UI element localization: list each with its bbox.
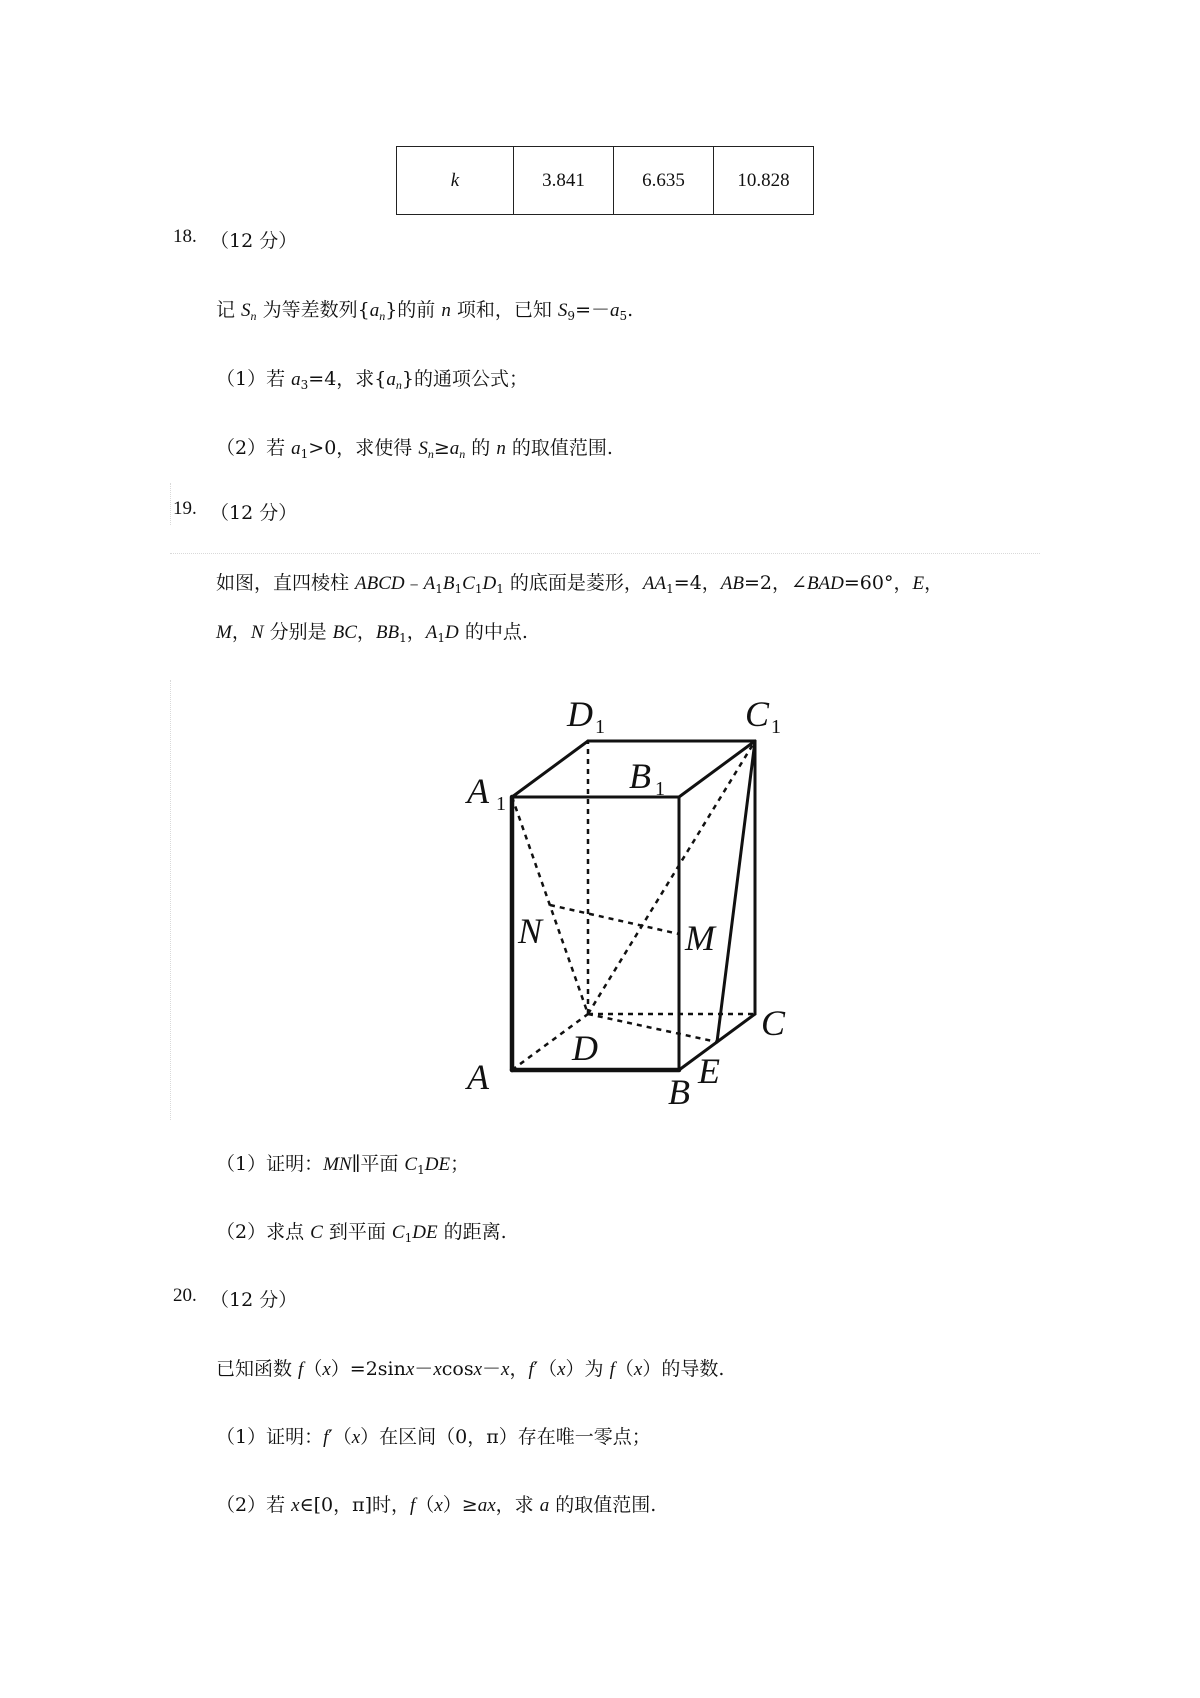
q20-stem: 已知函数 f（x）=2sinx－xcosx－x，f′（x）为 f（x）的导数. — [216, 1358, 725, 1380]
edge-A1-D1 — [512, 741, 588, 797]
margin-dotted-mark — [170, 680, 171, 1120]
q18-part2: （2）若 $a_1>0$，求使得 $S_n\ge a_n$ 的 n 的取值范围. — [216, 437, 613, 461]
q19-score: （12 分） — [210, 502, 298, 524]
q19-part1: （1）证明：MN∥平面 $C_1DE$； — [216, 1153, 470, 1177]
q18-score: （12 分） — [210, 230, 298, 252]
label-C1-sub: 1 — [771, 716, 781, 738]
edge-D-E — [588, 1014, 717, 1042]
q18-part1: （1）若 $a_3=4$，求$\{a_n\}$的通项公式； — [216, 368, 528, 392]
label-N: N — [518, 911, 543, 951]
edge-D-C1 — [588, 741, 755, 1014]
q19-part2: （2）求点 C 到平面 $C_1DE$ 的距离. — [216, 1221, 507, 1245]
label-M: M — [685, 918, 715, 958]
label-D1-sub: 1 — [595, 716, 605, 738]
label-D1: D — [567, 694, 593, 734]
label-C: C — [761, 1003, 786, 1043]
prism-figure — [455, 690, 800, 1105]
label-B1-sub: 1 — [655, 778, 665, 800]
label-C1: C — [745, 694, 770, 734]
table-cell: 6.635 — [614, 147, 714, 215]
q19-number: 19. — [173, 498, 197, 519]
label-A1: A — [467, 771, 489, 811]
edge-N-M — [550, 905, 679, 934]
table-row — [397, 147, 814, 215]
q19-stem-line2: M，N 分别是 BC，$BB_1$，$A_1D$ 的中点. — [216, 621, 528, 645]
table-cell: 3.841 — [514, 147, 614, 215]
q20-part2: （2）若 x∈[0，π]时，f（x）≥ax，求 a 的取值范围. — [216, 1494, 657, 1516]
q18-number: 18. — [173, 226, 197, 247]
table-cell: 10.828 — [714, 147, 814, 215]
q20-number: 20. — [173, 1285, 197, 1306]
q19-stem-line1: 如图，直四棱柱 $ABCD﹣A_1B_1C_1D_1$ 的底面是菱形，$AA_1=4$，AB=2，∠BAD=60°，E， — [216, 572, 944, 596]
table-label-cell: k — [397, 147, 514, 215]
edge-B1-C1 — [679, 741, 755, 797]
critical-value-table — [396, 146, 814, 215]
label-E: E — [698, 1051, 720, 1091]
q20-part1: （1）证明：f′（x）在区间（0，π）存在唯一零点； — [216, 1426, 651, 1448]
section-dotted-divider — [170, 553, 1040, 554]
margin-dotted-mark — [170, 483, 171, 525]
q20-score: （12 分） — [210, 1289, 298, 1311]
q18-stem: 记 $S_n$ 为等差数列$\{a_n\}$的前 n 项和，已知 $S_9=-a_5$. — [216, 299, 634, 323]
label-B1: B — [629, 756, 651, 796]
label-A1-sub: 1 — [496, 793, 506, 815]
label-A: A — [467, 1057, 489, 1097]
label-D: D — [572, 1028, 598, 1068]
edge-C1-E — [717, 741, 755, 1042]
label-B: B — [668, 1072, 690, 1105]
